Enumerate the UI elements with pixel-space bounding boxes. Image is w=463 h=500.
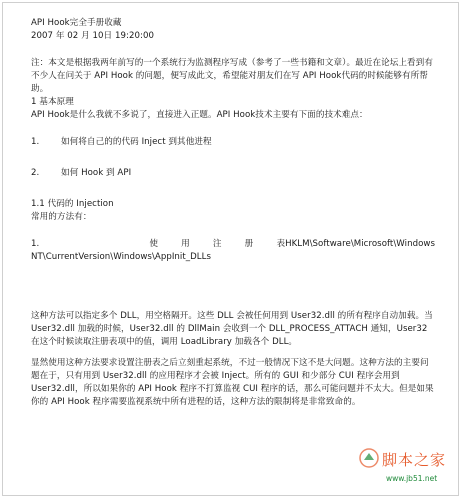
document-page	[2, 2, 459, 496]
method-char: 表	[276, 239, 286, 249]
method-char: 注	[212, 239, 222, 249]
paragraph-appinit-dlls: 这种方法可以指定多个 DLL，用空格隔开。这些 DLL 会被任何用到 User32.dll 的所有程序自动加载。当 User32.dll 加载的时候，User32.dll 的 DllMain 会收到一个 DLL_PROCESS_ATTACH 通知，User32 在这个时候读取注册表项中的值，调用 LoadLibrary 加载各个 DLL。	[31, 311, 433, 347]
list-item-text: 如何将自己的的代码 Inject 到其他进程	[61, 137, 212, 147]
list-item	[31, 136, 435, 149]
method-spaced-text	[149, 238, 285, 251]
list-item-text: 如何 Hook 到 API	[61, 168, 132, 178]
methods-label: 常用的方法有：	[31, 212, 92, 222]
section-intro: API Hook是什么我就不多说了，直接进入正题。API Hook技术主要有下面的技术难点：	[31, 110, 368, 120]
author-note: 注：本文是根据我两年前写的一个系统行为监测程序写成（参考了一些书籍和文章）。最近在论坛上看到有不少人在问关于 API Hook 的问题，便写成此文，希望能对朋友们在写 API Hook代码的时候能够有所帮助。	[31, 58, 433, 94]
subsection-heading-injection: 1.1 代码的 Injection	[31, 199, 114, 209]
list-item-number: 2.	[31, 168, 40, 178]
registry-path-part-1: HKLM\Software\Microsoft\Windows	[285, 239, 435, 249]
method-char: 使	[149, 239, 158, 249]
document-title: API Hook完全手册收藏	[31, 18, 122, 28]
method-number: 1.	[31, 239, 40, 249]
section-heading-basic-principle: 1 基本原理	[31, 97, 74, 107]
watermark-title: 脚本之家	[382, 451, 447, 469]
document-body	[31, 17, 435, 409]
registry-path-part-2: NT\CurrentVersion\Windows\AppInit_DLLs	[31, 252, 211, 262]
watermark-logo-icon	[358, 447, 380, 469]
list-item-number: 1.	[31, 137, 40, 147]
site-watermark	[298, 445, 448, 493]
paragraph-limitations: 显然使用这种方法要求设置注册表之后立刻重起系统，不过一般情况下这不是大问题。这种方法的主要问题在于，只有用到 User32.dll 的应用程序才会被 Inject。所有的 GUI 和少部分 CUI 程序会用到 User32.dll，所以如果你的 API Hook 程序不打算监视 CUI 程序的话，那么可能问题并不太大。但是如果你的 API Hook 程序需要监视系统中所有进程的话，这种方法的限制将是非常致命的。	[31, 358, 434, 407]
method-registry-line	[31, 238, 435, 251]
method-char: 册	[244, 239, 254, 249]
watermark-url: www.jb51.net	[386, 474, 438, 483]
list-item	[31, 167, 435, 180]
document-date: 2007 年 02 月 10日 19:20:00	[31, 31, 154, 41]
method-char: 用	[181, 239, 190, 249]
